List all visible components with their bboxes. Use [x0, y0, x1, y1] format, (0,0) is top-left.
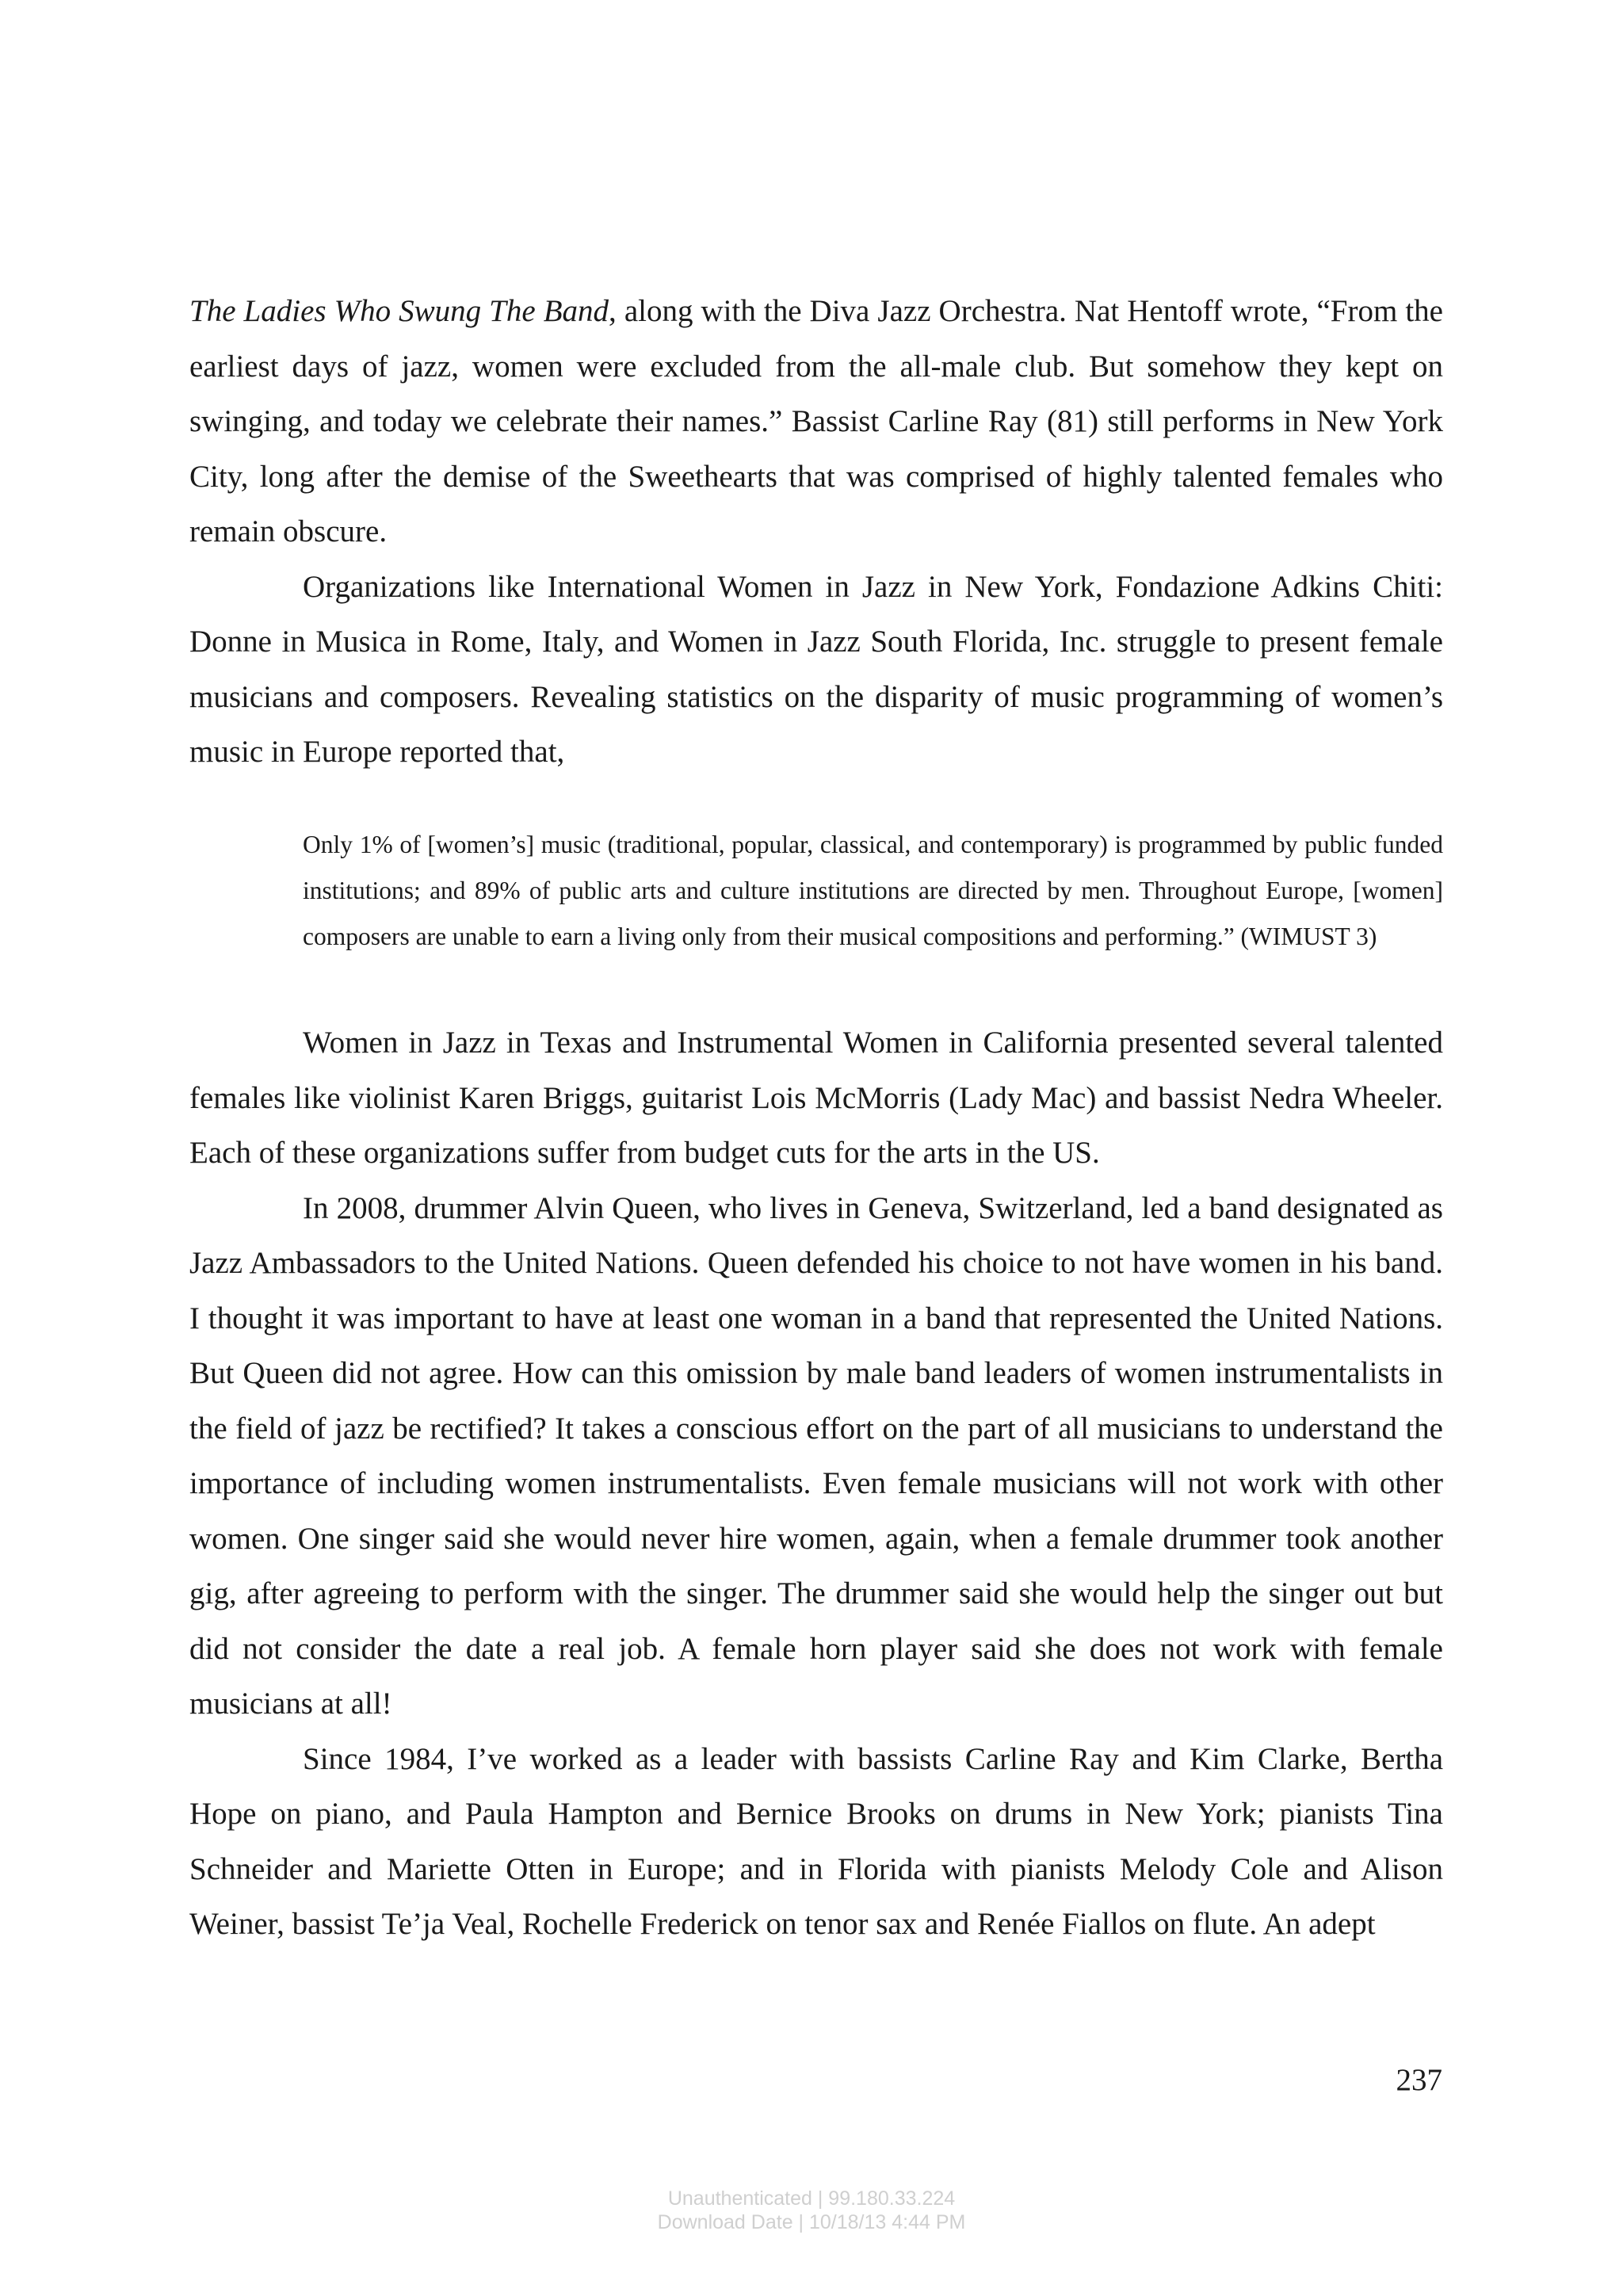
page-number: 237 [1396, 2063, 1442, 2097]
paragraph-3: Women in Jazz in Texas and Instrumental Women in California presented several talented females like violinist Karen Briggs, guitarist Lois McMorris (Lady Mac) and bassist Nedra Wheeler. Each of these organizations suffer from budget cuts for the arts in the US. [189, 1026, 1443, 1171]
paragraph-1-text: , along with the Diva Jazz Orchestra. Nat Hentoff wrote, “From the earliest days of jazz, women were excluded from the all-male club. But somehow they kept on swinging, and today we celebrate their names.” Bassist Carline Ray (81) still performs in New York City, long after the demise of the Sweethearts that was comprised of highly talented females who remain obscure. [189, 294, 1443, 548]
paragraph-1 [189, 284, 1443, 560]
watermark-line-2: Download Date | 10/18/13 4:44 PM [657, 2211, 966, 2233]
paragraph-4: In 2008, drummer Alvin Queen, who lives in Geneva, Switzerland, led a band designated as Jazz Ambassadors to the United Nations. Queen defended his choice to not have women in his band. I thought it was important to have at least one woman in a band that represented the United Nations. But Queen did not agree. How can this omission by male band leaders of women instrumentalists in the field of jazz be rectified? It takes a conscious effort on the part of all musicians to understand the importance of including women instrumentalists. Even female musicians will not work with other women. One singer said she would never hire women, again, when a female drummer took another gig, after agreeing to perform with the singer. The drummer said she would help the singer out but did not consider the date a real job. A female horn player said she does not work with female musicians at all! [189, 1190, 1443, 1721]
watermark-line-1: Unauthenticated | 99.180.33.224 [667, 2187, 956, 2210]
book-title: The Ladies Who Swung The Band [189, 294, 609, 328]
page-body [189, 284, 1443, 1952]
access-watermark [0, 2187, 1623, 2234]
block-quote: Only 1% of [women’s] music (traditional, popular, classical, and contemporary) is programmed by public funded institutions; and 89% of public arts and culture institutions are directed by men. Throughout Europe, [women] composers are unable to earn a living only from their musical compositions and performing.” (WIMUST 3) [303, 830, 1443, 950]
paragraph-5: Since 1984, I’ve worked as a leader with bassists Carline Ray and Kim Clarke, Bertha Hope on piano, and Paula Hampton and Bernice Brooks on drums in New York; pianists Tina Schneider and Mariette Otten in Europe; and in Florida with pianists Melody Cole and Alison Weiner, bassist Te’ja Veal, Rochelle Frederick on tenor sax and Renée Fiallos on flute. An adept [189, 1741, 1443, 1942]
paragraph-2: Organizations like International Women in Jazz in New York, Fondazione Adkins Chiti: Donne in Musica in Rome, Italy, and Women in Jazz South Florida, Inc. struggle to present female musicians and composers. Revealing statistics on the disparity of music programming of women’s music in Europe reported that, [189, 569, 1443, 769]
